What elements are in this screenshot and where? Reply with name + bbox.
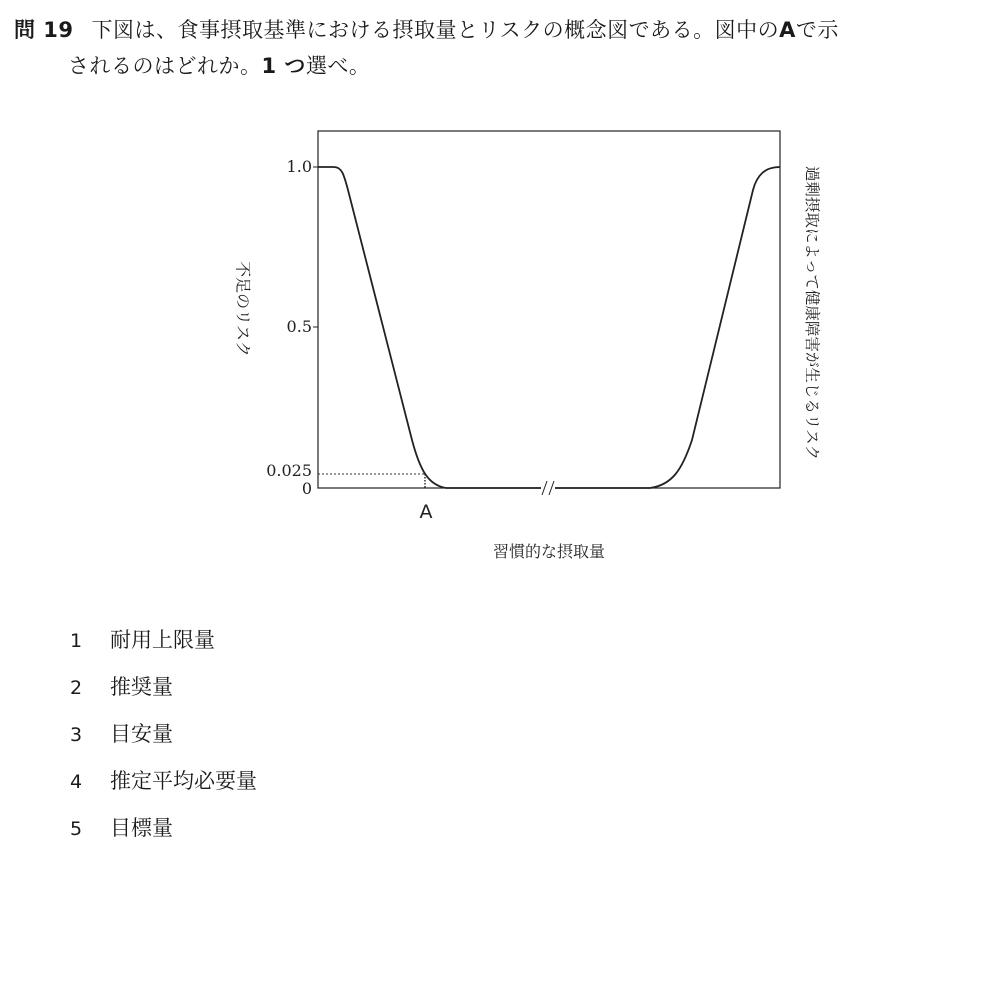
choice-2[interactable] [70,667,257,714]
choice-3[interactable] [70,714,257,761]
choice-text: 目安量 [110,722,173,746]
choice-4[interactable] [70,761,257,808]
choice-text: 耐用上限量 [110,628,215,652]
y-tick-label-2: 0.5 [286,317,312,336]
y-tick-label-0: 0 [301,479,312,498]
choice-text: 推定平均必要量 [110,769,257,793]
choice-5[interactable] [70,808,257,855]
choice-1[interactable] [70,620,257,667]
choice-text: 目標量 [110,816,173,840]
question-stem-tail: で示 [795,18,839,42]
select-count: 1 つ [261,54,306,78]
left-axis-label: 不足のリスク [233,261,253,357]
choice-number: 2 [70,677,83,699]
question-number: 問 19 [14,18,74,42]
risk-curve [318,167,780,488]
marker-a-label: A [419,501,433,523]
choice-number: 5 [70,818,83,840]
question-stem: 下図は、食事摂取基準における摂取量とリスクの概念図である。図中の [91,18,780,42]
axis-break-symbol [541,481,555,495]
question-marker: A [779,18,796,42]
y-tick-labels [266,157,312,498]
plot-frame [318,131,780,488]
right-axis-label: 過剰摂取によって健康障害が生じるリスク [803,165,821,461]
choice-number: 3 [70,724,83,746]
y-tick-marks [313,167,318,327]
choice-number: 4 [70,771,83,793]
x-axis-label: 習慣的な摂取量 [492,542,606,561]
y-tick-label-3: 1.0 [286,157,312,176]
question-stem-2: されるのはどれか。 [68,54,262,78]
answer-choices [70,620,257,855]
choice-number: 1 [70,630,83,652]
y-tick-label-1: 0.025 [266,461,312,480]
question-instruction: 選べ。 [305,54,371,78]
choice-text: 推奨量 [110,675,173,699]
